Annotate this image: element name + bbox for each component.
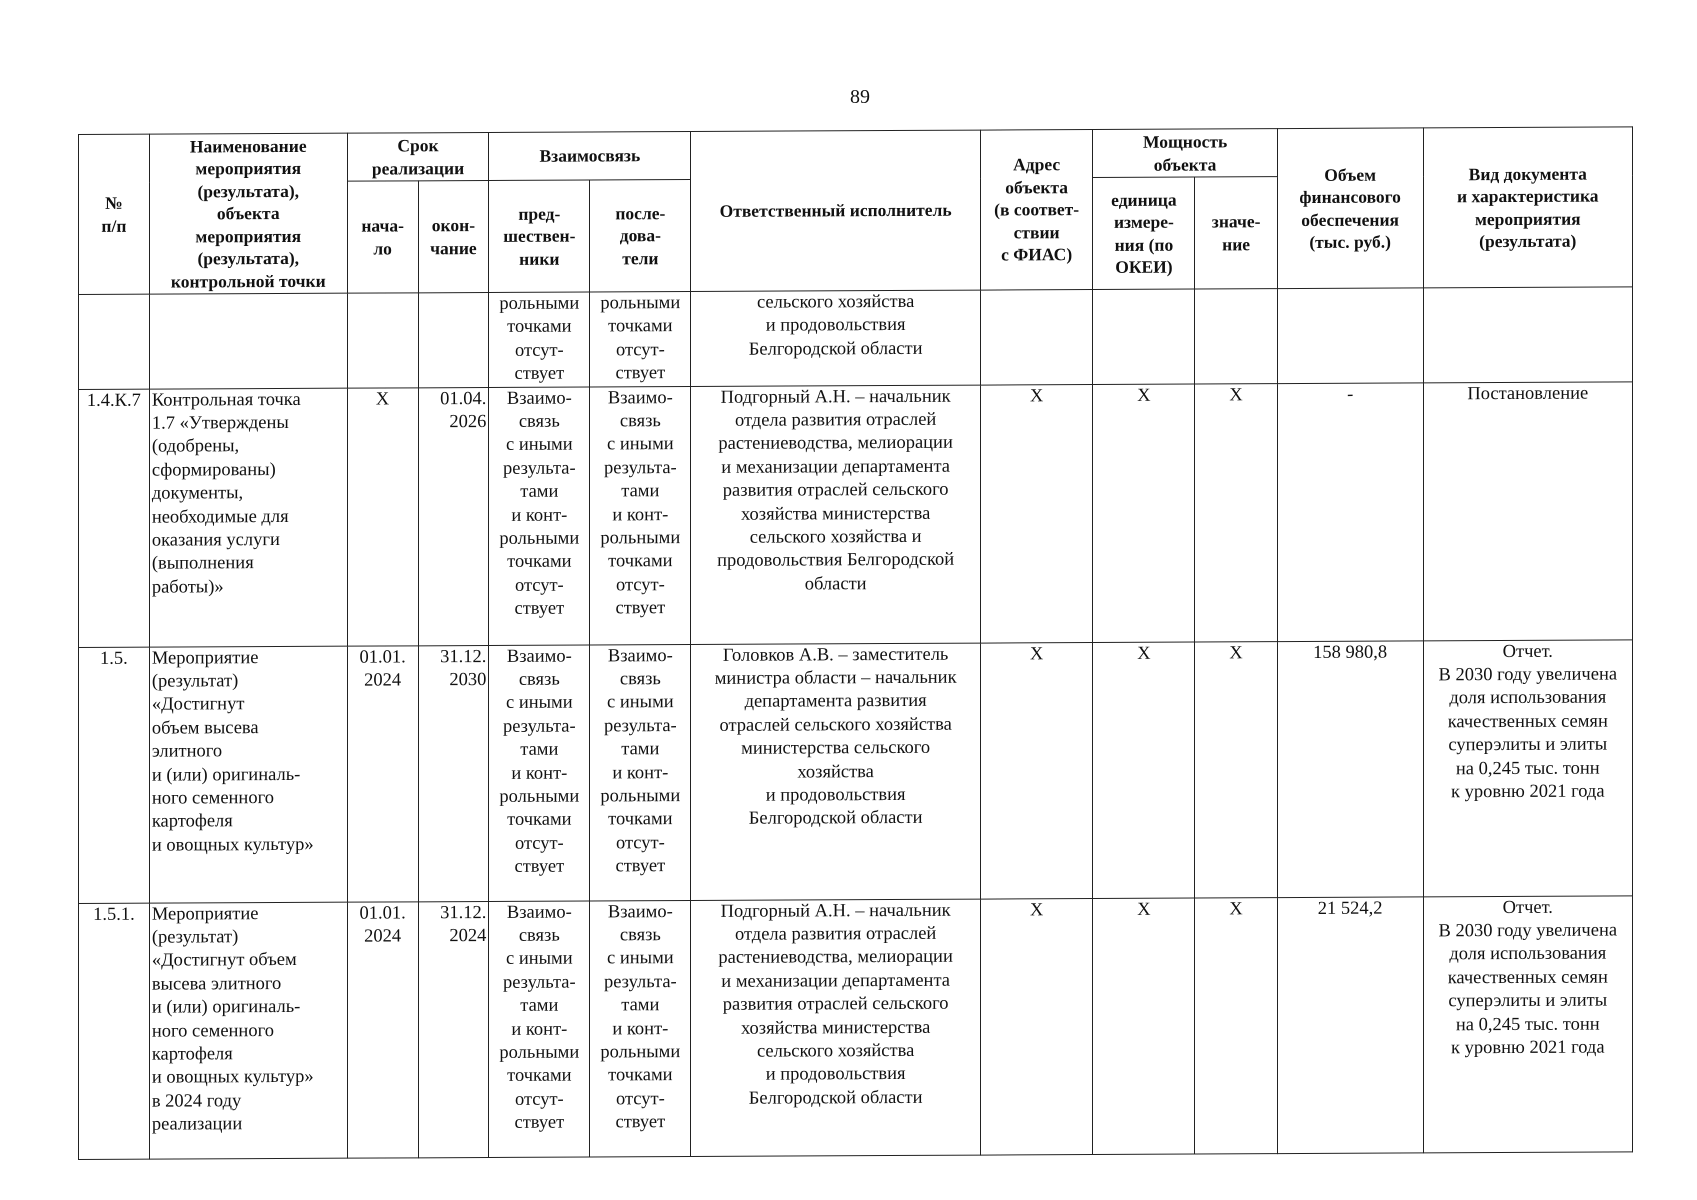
header-responsible: Ответственный исполнитель xyxy=(691,130,981,291)
cell-doc: Отчет. В 2030 году увеличена доля использования качественных семян суперэлиты и элиты на 0,245 тыс. тонн к уровню 2021 года xyxy=(1423,640,1632,897)
cell-doc: Отчет. В 2030 году увеличена доля использования качественных семян суперэлиты и элиты на 0,245 тыс. тонн к уровню 2021 года xyxy=(1423,896,1632,1153)
cell-finance: 158 980,8 xyxy=(1277,641,1423,898)
cell-doc: Постановление xyxy=(1423,382,1632,641)
header-capacity: Мощность объекта xyxy=(1093,129,1277,178)
cell-num xyxy=(79,294,150,389)
cell-finance xyxy=(1277,288,1423,383)
header-cap-value: значе- ние xyxy=(1195,177,1277,289)
cell-start: 01.01. 2024 xyxy=(347,645,418,901)
cell-num: 1.5. xyxy=(79,647,150,903)
cell-num: 1.4.К.7 xyxy=(79,389,150,647)
header-link-prev: пред- шествен- ники xyxy=(489,180,590,292)
cell-value: Х xyxy=(1195,897,1277,1153)
cell-name: Контрольная точка 1.7 «Утверждены (одобрены, сформированы) документы, необходимые для оказания услуги (выполнения работы)» xyxy=(149,388,347,647)
cell-prev: рольными точками отсут- ствует xyxy=(489,292,590,387)
header-name: Наименование мероприятия (результата), объекта мероприятия (результата), контрольной точки xyxy=(149,133,347,294)
cell-address xyxy=(980,290,1092,385)
header-term-end: окон- чание xyxy=(418,180,489,292)
cell-start: 01.01. 2024 xyxy=(347,901,418,1157)
cell-end: 01.04. 2026 xyxy=(418,387,489,645)
cell-next: рольными точками отсут- ствует xyxy=(590,292,691,387)
header-link-next: после- дова- тели xyxy=(590,180,691,292)
header-cap-unit: единица измере- ния (по ОКЕИ) xyxy=(1093,177,1195,289)
cell-finance: 21 524,2 xyxy=(1277,897,1423,1154)
cell-start: Х xyxy=(347,387,418,645)
table-row xyxy=(79,382,1633,648)
header-link: Взаимосвязь xyxy=(489,132,691,181)
header-address: Адрес объекта (в соответ- ствии с ФИАС) xyxy=(980,130,1092,291)
cell-end: 31.12. 2030 xyxy=(418,645,489,901)
cell-responsible: Головков А.В. – заместитель министра области – начальник департамента развития отраслей сельского хозяйства министерства сельского хозяйства и продовольствия Белгородской области xyxy=(691,643,981,900)
page-number: 89 xyxy=(850,86,870,108)
cell-end: 31.12. 2024 xyxy=(418,901,489,1157)
header-term-start: нача- ло xyxy=(347,181,418,293)
header-doc: Вид документа и характеристика мероприятия (результата) xyxy=(1423,127,1632,288)
cell-prev: Взаимо- связь с иными результа- тами и конт- рольными точками отсут- ствует xyxy=(489,901,590,1157)
cell-name: Мероприятие (результат) «Достигнут объем высева элитного и (или) оригиналь- ного семенного картофеля и овощных культур» xyxy=(149,646,347,903)
header-term: Срок реализации xyxy=(347,132,489,181)
cell-name: Мероприятие (результат) «Достигнут объем высева элитного и (или) оригиналь- ного семенного картофеля и овощных культур» в 2024 году реализации xyxy=(149,902,347,1159)
cell-value: Х xyxy=(1195,641,1277,897)
header-finance: Объем финансового обеспечения (тыс. руб.) xyxy=(1277,128,1423,289)
cell-unit: Х xyxy=(1093,642,1195,898)
cell-num: 1.5.1. xyxy=(79,903,150,1159)
cell-next: Взаимо- связь с иными результа- тами и конт- рольными точками отсут- ствует xyxy=(590,386,691,644)
cell-prev: Взаимо- связь с иными результа- тами и конт- рольными точками отсут- ствует xyxy=(489,387,590,645)
activities-table xyxy=(78,126,1633,1159)
cell-name xyxy=(149,293,347,389)
cell-address: Х xyxy=(980,384,1092,643)
cell-address: Х xyxy=(980,898,1092,1155)
cell-address: Х xyxy=(980,642,1092,899)
header-num: № п/п xyxy=(79,134,150,294)
cell-value xyxy=(1195,289,1277,384)
cell-unit: Х xyxy=(1093,898,1195,1154)
cell-unit: Х xyxy=(1093,384,1195,642)
cell-prev: Взаимо- связь с иными результа- тами и конт- рольными точками отсут- ствует xyxy=(489,645,590,901)
cell-start xyxy=(347,293,418,388)
cell-responsible: сельского хозяйства и продовольствия Белгородской области xyxy=(691,290,981,386)
table-row xyxy=(79,287,1633,389)
cell-end xyxy=(418,292,489,387)
cell-responsible: Подгорный А.Н. – начальник отдела развития отраслей растениеводства, мелиорации и механизации департамента развития отраслей сельского хозяйства министерства сельского хозяйства и продовольствия Белгородской области xyxy=(691,385,981,644)
cell-responsible: Подгорный А.Н. – начальник отдела развития отраслей растениеводства, мелиорации и механизации департамента развития отраслей сельского хозяйства министерства сельского хозяйства и продовольствия Белгородской области xyxy=(691,899,981,1156)
cell-finance: - xyxy=(1277,383,1423,642)
cell-next: Взаимо- связь с иными результа- тами и конт- рольными точками отсут- ствует xyxy=(590,644,691,900)
table-row xyxy=(79,640,1633,904)
cell-unit xyxy=(1093,289,1195,384)
cell-next: Взаимо- связь с иными результа- тами и конт- рольными точками отсут- ствует xyxy=(590,900,691,1156)
cell-value: Х xyxy=(1195,383,1277,641)
cell-doc xyxy=(1423,287,1632,383)
table-row xyxy=(79,896,1633,1160)
